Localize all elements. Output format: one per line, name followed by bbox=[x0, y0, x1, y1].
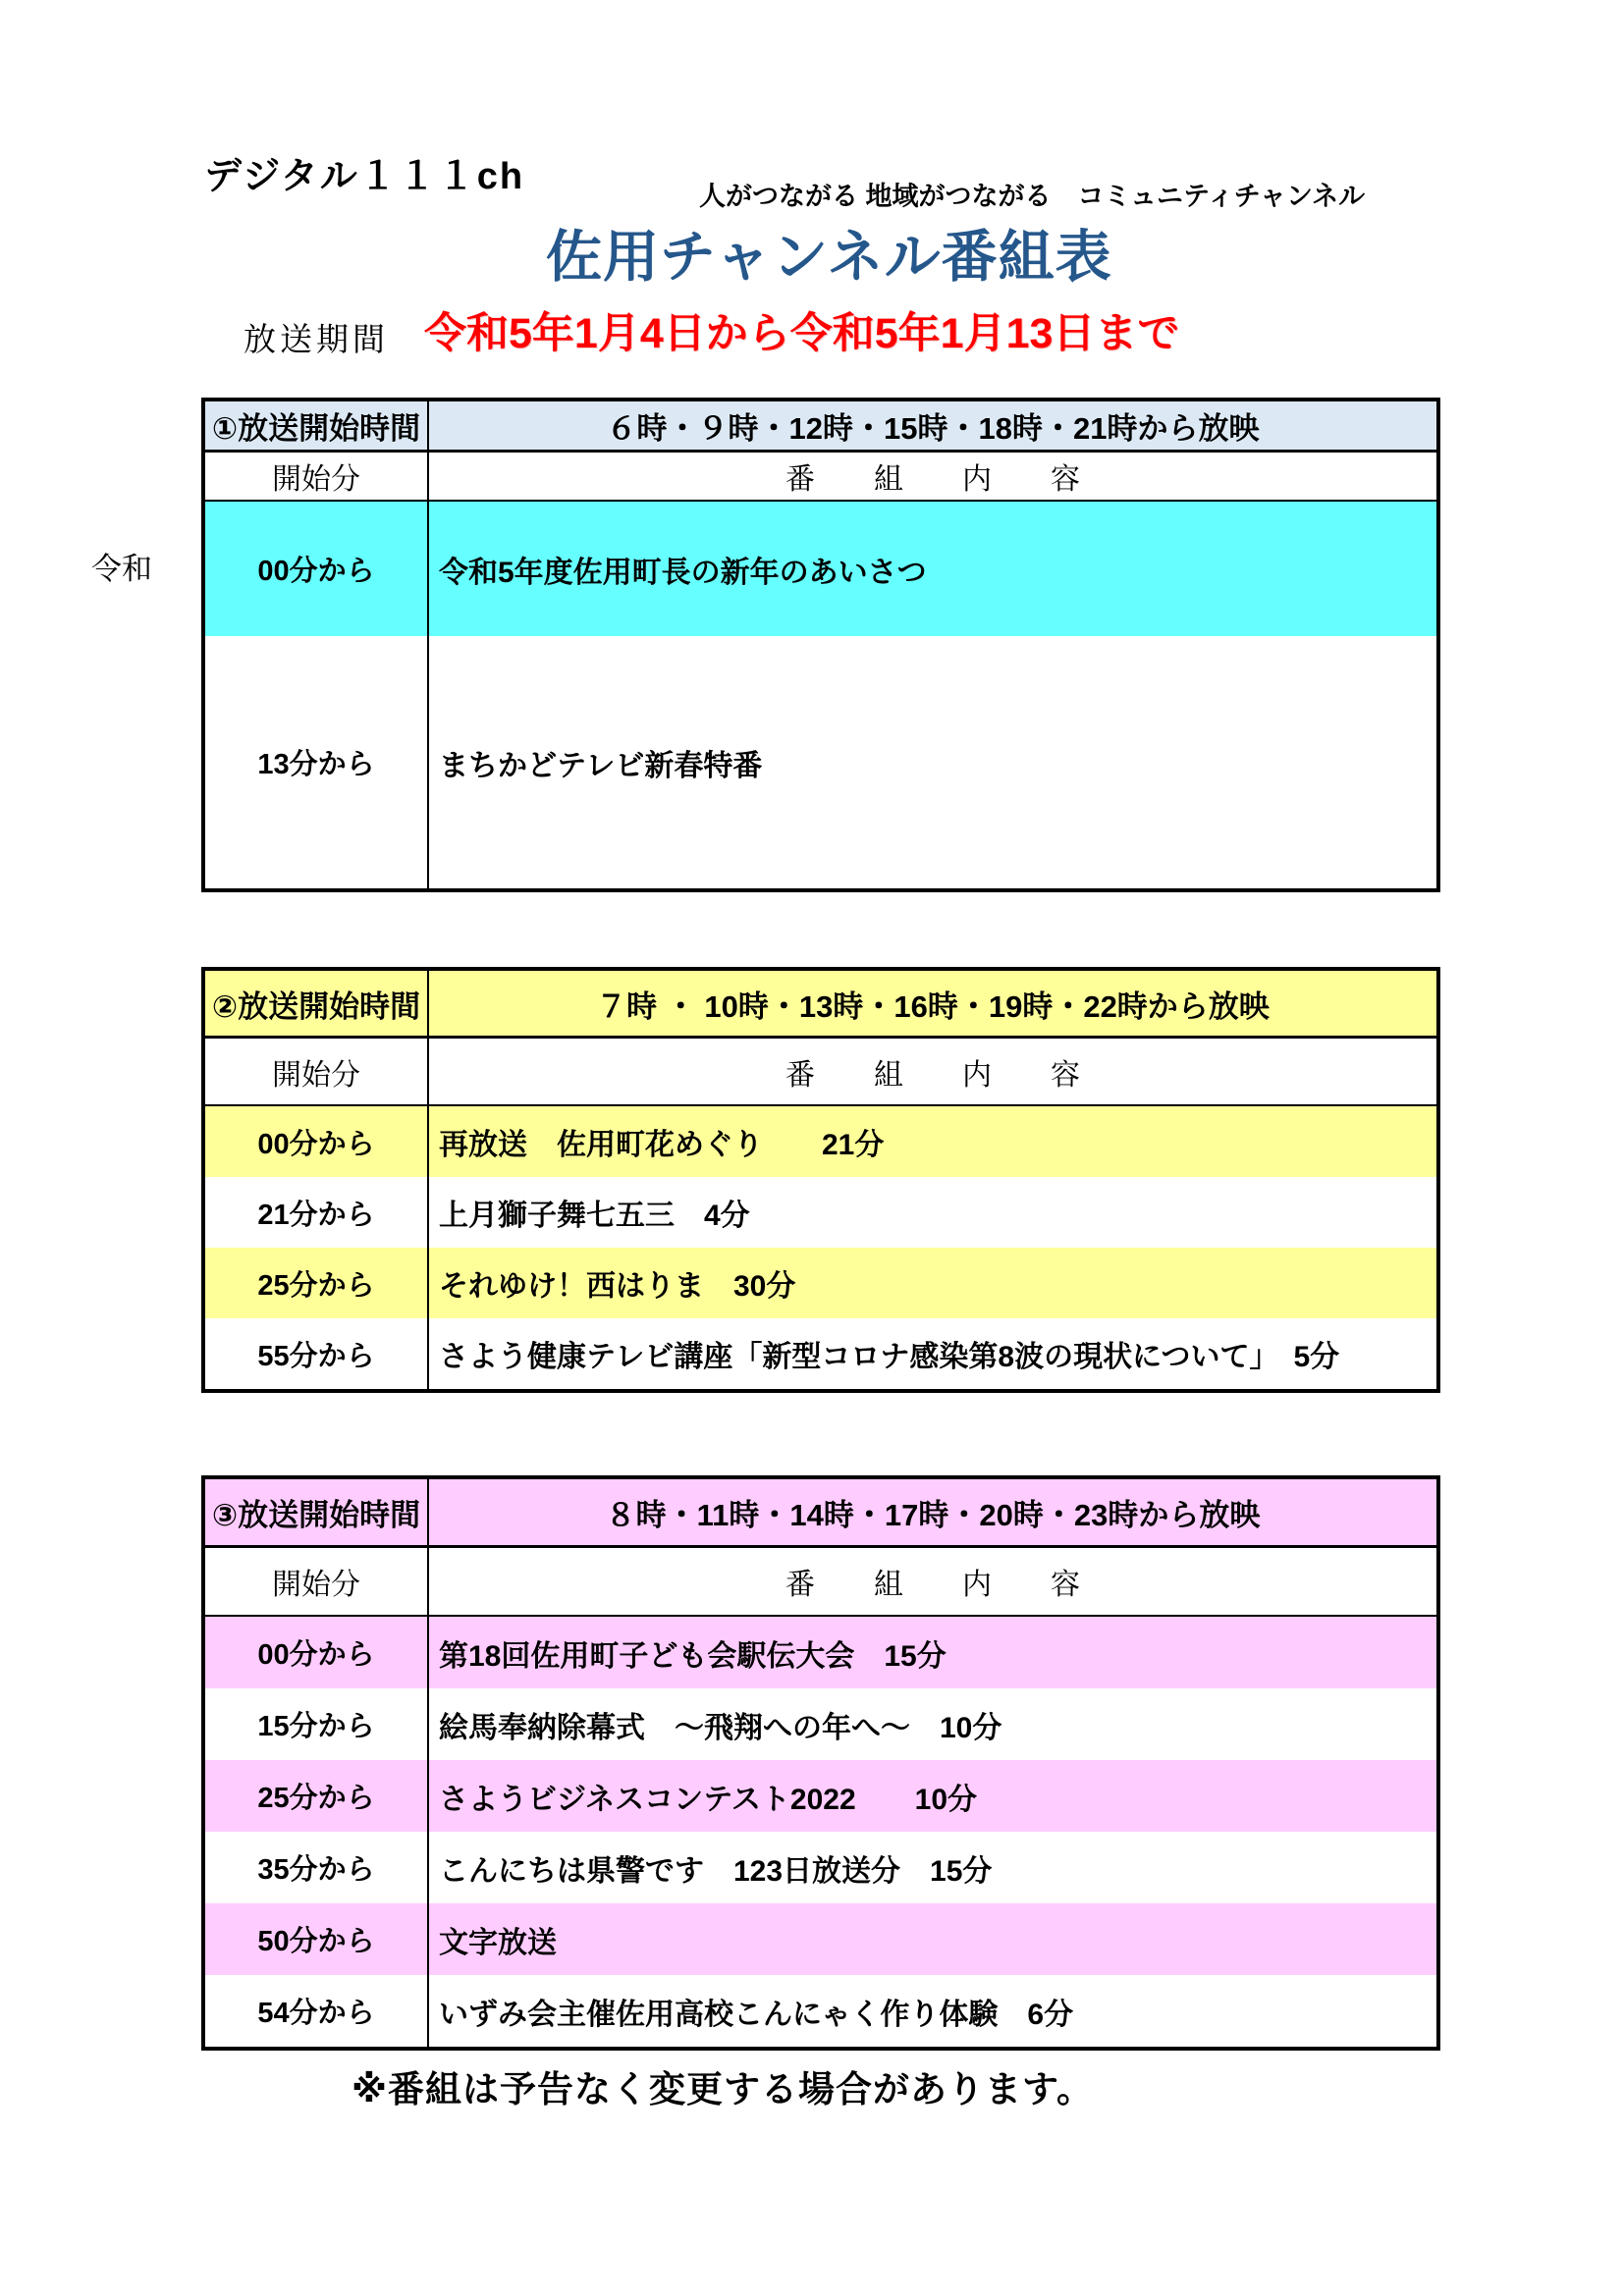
program-cell: いずみ会主催佐用高校こんにゃく作り体験 6分 bbox=[439, 1998, 1074, 2031]
start-minute-cell: 25分から bbox=[205, 1760, 429, 1832]
schedule-table-3 bbox=[201, 1475, 1440, 2051]
start-minute-cell: 35分から bbox=[205, 1832, 429, 1903]
program-cell: さようビジネスコンテスト2022 10分 bbox=[439, 1783, 978, 1816]
program-cell: さよう健康テレビ講座「新型コロナ感染第8波の現状について」 5分 bbox=[439, 1341, 1340, 1373]
table3-subheader-row bbox=[205, 1548, 1436, 1617]
table2-subheader-row bbox=[205, 1039, 1436, 1106]
broadcast-period-value: 令和5年1月4日から令和5年1月13日まで bbox=[424, 310, 1180, 357]
table2-header-row bbox=[205, 971, 1436, 1039]
table-row bbox=[205, 636, 1436, 888]
table-row bbox=[205, 1760, 1436, 1832]
tagline-text: 人がつながる 地域がつながる コミュニティチャンネル bbox=[699, 182, 1366, 211]
program-cell: 令和5年度佐用町長の新年のあいさつ bbox=[439, 556, 927, 589]
start-minute-cell: 21分から bbox=[205, 1177, 429, 1248]
table-row bbox=[205, 1975, 1436, 2047]
channel-label: デジタル１１１ch bbox=[204, 156, 525, 197]
schedule-table-2 bbox=[201, 967, 1440, 1393]
start-minute-cell: 54分から bbox=[205, 1975, 429, 2047]
program-cell: 文字放送 bbox=[439, 1926, 557, 1959]
table-row bbox=[205, 502, 1436, 636]
start-minute-heading: 開始分 bbox=[205, 1548, 429, 1615]
table-row bbox=[205, 1318, 1436, 1389]
program-cell: 絵馬奉納除幕式 ～飛翔への年へ～ 10分 bbox=[439, 1711, 1002, 1744]
table2-header-label: ②放送開始時間 bbox=[205, 971, 429, 1036]
table3-header-row bbox=[205, 1479, 1436, 1548]
schedule-table-1 bbox=[201, 398, 1440, 892]
table1-header-hours: ６時・９時・12時・15時・18時・21時から放映 bbox=[606, 411, 1260, 446]
table3-header-label: ③放送開始時間 bbox=[205, 1479, 429, 1545]
program-cell: それゆけ！西はりま 30分 bbox=[439, 1270, 796, 1303]
table2-header-hours: ７時 ・ 10時・13時・16時・19時・22時から放映 bbox=[596, 988, 1270, 1024]
start-minute-heading: 開始分 bbox=[205, 453, 429, 500]
table1-header-row bbox=[205, 401, 1436, 453]
program-content-heading: 番 組 内 容 bbox=[785, 463, 1080, 496]
page-title: 佐用チャンネル番組表 bbox=[546, 226, 1112, 289]
start-minute-cell: 55分から bbox=[205, 1318, 429, 1389]
program-cell: まちかどテレビ新春特番 bbox=[439, 749, 763, 782]
footer-note: ※番組は予告なく変更する場合があります。 bbox=[352, 2069, 1095, 2109]
table3-header-hours: ８時・11時・14時・17時・20時・23時から放映 bbox=[605, 1498, 1261, 1532]
table-row bbox=[205, 1832, 1436, 1903]
table-row bbox=[205, 1106, 1436, 1177]
program-cell: 再放送 佐用町花めぐり 21分 bbox=[439, 1129, 885, 1161]
table-row bbox=[205, 1688, 1436, 1760]
table-row bbox=[205, 1617, 1436, 1688]
start-minute-cell: 15分から bbox=[205, 1688, 429, 1760]
start-minute-cell: 00分から bbox=[205, 1617, 429, 1688]
program-cell: 第18回佐用町子ども会駅伝大会 15分 bbox=[439, 1639, 947, 1673]
table-row bbox=[205, 1248, 1436, 1318]
start-minute-cell: 13分から bbox=[205, 636, 429, 888]
table1-subheader-row bbox=[205, 453, 1436, 502]
program-cell: 上月獅子舞七五三 4分 bbox=[439, 1200, 750, 1232]
start-minute-cell: 25分から bbox=[205, 1248, 429, 1318]
table-row bbox=[205, 1903, 1436, 1975]
table1-header-label: ①放送開始時間 bbox=[205, 401, 429, 450]
program-content-heading: 番 組 内 容 bbox=[785, 1058, 1080, 1092]
program-content-heading: 番 組 内 容 bbox=[785, 1569, 1080, 1601]
clipped-margin-text: 令和 bbox=[91, 552, 152, 586]
table-row bbox=[205, 1177, 1436, 1248]
broadcast-period-label: 放送期間 bbox=[243, 321, 389, 357]
start-minute-heading: 開始分 bbox=[205, 1039, 429, 1104]
start-minute-cell: 00分から bbox=[205, 502, 429, 636]
program-cell: こんにちは県警です 123日放送分 15分 bbox=[439, 1854, 993, 1888]
start-minute-cell: 50分から bbox=[205, 1903, 429, 1975]
start-minute-cell: 00分から bbox=[205, 1106, 429, 1177]
